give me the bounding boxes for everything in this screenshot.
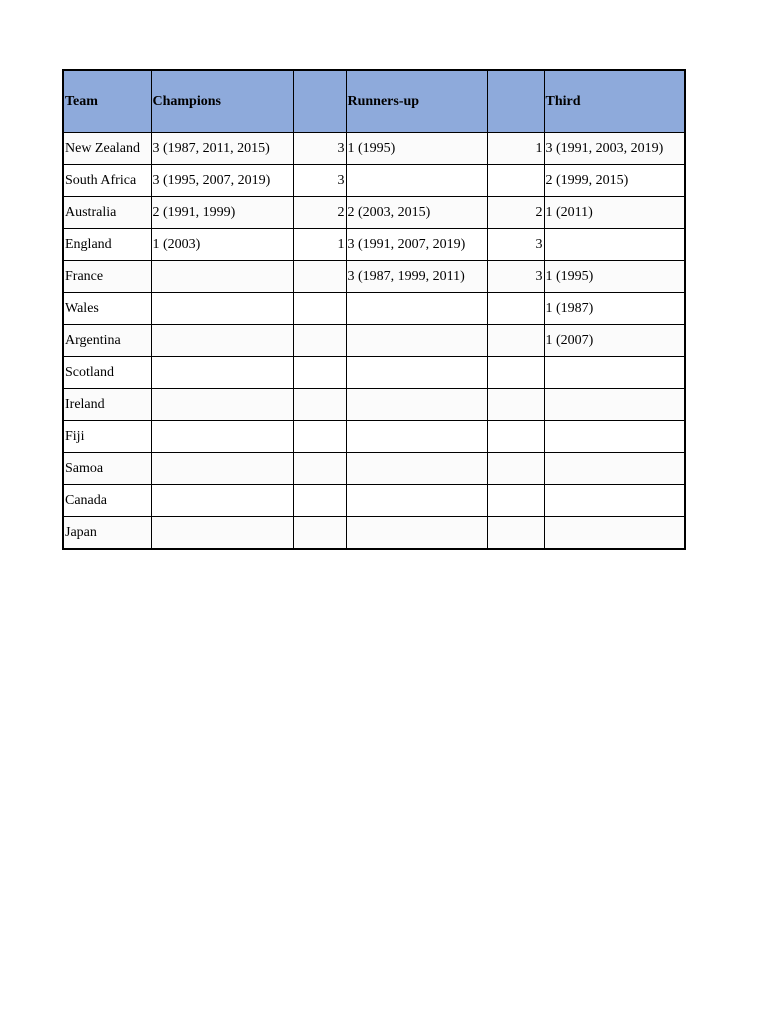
champions-count-cell[interactable] — [293, 453, 346, 485]
table-row — [63, 325, 685, 357]
team-cell[interactable]: Ireland — [63, 389, 151, 421]
runners-up-cell[interactable] — [346, 325, 487, 357]
third-cell[interactable] — [544, 453, 685, 485]
runners-up-count-cell[interactable] — [487, 517, 544, 550]
champions-cell[interactable]: 3 (1987, 2011, 2015) — [151, 133, 293, 165]
runners-up-count-cell[interactable] — [487, 357, 544, 389]
third-cell[interactable] — [544, 421, 685, 453]
third-cell[interactable]: 1 (1995) — [544, 261, 685, 293]
header-runners-up-count[interactable] — [487, 70, 544, 133]
champions-count-cell[interactable] — [293, 389, 346, 421]
table-row — [63, 357, 685, 389]
third-cell[interactable] — [544, 229, 685, 261]
header-row — [63, 70, 685, 133]
champions-count-cell[interactable] — [293, 421, 346, 453]
champions-count-cell[interactable]: 3 — [293, 133, 346, 165]
team-cell[interactable]: France — [63, 261, 151, 293]
third-cell[interactable] — [544, 517, 685, 550]
team-cell[interactable]: Australia — [63, 197, 151, 229]
runners-up-cell[interactable]: 3 (1991, 2007, 2019) — [346, 229, 487, 261]
champions-cell[interactable] — [151, 517, 293, 550]
champions-cell[interactable]: 1 (2003) — [151, 229, 293, 261]
runners-up-count-cell[interactable]: 3 — [487, 229, 544, 261]
world-cup-results-table — [62, 69, 686, 550]
champions-cell[interactable] — [151, 389, 293, 421]
runners-up-cell[interactable] — [346, 389, 487, 421]
champions-cell[interactable] — [151, 357, 293, 389]
third-cell[interactable]: 1 (1987) — [544, 293, 685, 325]
table-row — [63, 197, 685, 229]
team-cell[interactable]: England — [63, 229, 151, 261]
third-cell[interactable]: 1 (2007) — [544, 325, 685, 357]
third-cell[interactable] — [544, 485, 685, 517]
team-cell[interactable]: South Africa — [63, 165, 151, 197]
table-row — [63, 261, 685, 293]
champions-count-cell[interactable]: 3 — [293, 165, 346, 197]
third-cell[interactable] — [544, 389, 685, 421]
runners-up-cell[interactable]: 3 (1987, 1999, 2011) — [346, 261, 487, 293]
runners-up-cell[interactable] — [346, 485, 487, 517]
table-row — [63, 517, 685, 550]
champions-cell[interactable]: 2 (1991, 1999) — [151, 197, 293, 229]
table-row — [63, 165, 685, 197]
runners-up-cell[interactable] — [346, 165, 487, 197]
runners-up-count-cell[interactable]: 2 — [487, 197, 544, 229]
table-row — [63, 229, 685, 261]
team-cell[interactable]: Wales — [63, 293, 151, 325]
table-row — [63, 389, 685, 421]
runners-up-count-cell[interactable] — [487, 453, 544, 485]
champions-cell[interactable] — [151, 453, 293, 485]
header-team[interactable]: Team — [63, 70, 151, 133]
team-cell[interactable]: Canada — [63, 485, 151, 517]
runners-up-cell[interactable] — [346, 357, 487, 389]
champions-cell[interactable]: 3 (1995, 2007, 2019) — [151, 165, 293, 197]
champions-count-cell[interactable] — [293, 293, 346, 325]
champions-count-cell[interactable] — [293, 357, 346, 389]
runners-up-cell[interactable] — [346, 517, 487, 550]
team-cell[interactable]: Samoa — [63, 453, 151, 485]
runners-up-count-cell[interactable] — [487, 165, 544, 197]
table-row — [63, 453, 685, 485]
runners-up-count-cell[interactable] — [487, 325, 544, 357]
third-cell[interactable]: 2 (1999, 2015) — [544, 165, 685, 197]
champions-cell[interactable] — [151, 261, 293, 293]
third-cell[interactable] — [544, 357, 685, 389]
table-body — [63, 133, 685, 550]
champions-cell[interactable] — [151, 421, 293, 453]
champions-count-cell[interactable] — [293, 325, 346, 357]
champions-count-cell[interactable] — [293, 485, 346, 517]
champions-count-cell[interactable] — [293, 517, 346, 550]
runners-up-cell[interactable] — [346, 293, 487, 325]
runners-up-count-cell[interactable] — [487, 293, 544, 325]
runners-up-cell[interactable]: 1 (1995) — [346, 133, 487, 165]
team-cell[interactable]: Fiji — [63, 421, 151, 453]
table-row — [63, 133, 685, 165]
table-row — [63, 485, 685, 517]
runners-up-count-cell[interactable] — [487, 389, 544, 421]
champions-count-cell[interactable] — [293, 261, 346, 293]
champions-count-cell[interactable]: 2 — [293, 197, 346, 229]
champions-cell[interactable] — [151, 325, 293, 357]
header-champions[interactable]: Champions — [151, 70, 293, 133]
header-champions-count[interactable] — [293, 70, 346, 133]
runners-up-cell[interactable] — [346, 421, 487, 453]
champions-cell[interactable] — [151, 485, 293, 517]
runners-up-count-cell[interactable]: 3 — [487, 261, 544, 293]
team-cell[interactable]: Argentina — [63, 325, 151, 357]
third-cell[interactable]: 1 (2011) — [544, 197, 685, 229]
team-cell[interactable]: Scotland — [63, 357, 151, 389]
runners-up-count-cell[interactable]: 1 — [487, 133, 544, 165]
runners-up-count-cell[interactable] — [487, 485, 544, 517]
third-cell[interactable]: 3 (1991, 2003, 2019) — [544, 133, 685, 165]
runners-up-cell[interactable]: 2 (2003, 2015) — [346, 197, 487, 229]
table-row — [63, 293, 685, 325]
champions-cell[interactable] — [151, 293, 293, 325]
header-runners-up[interactable]: Runners-up — [346, 70, 487, 133]
team-cell[interactable]: Japan — [63, 517, 151, 550]
table-row — [63, 421, 685, 453]
runners-up-count-cell[interactable] — [487, 421, 544, 453]
runners-up-cell[interactable] — [346, 453, 487, 485]
champions-count-cell[interactable]: 1 — [293, 229, 346, 261]
header-third[interactable]: Third — [544, 70, 685, 133]
team-cell[interactable]: New Zealand — [63, 133, 151, 165]
